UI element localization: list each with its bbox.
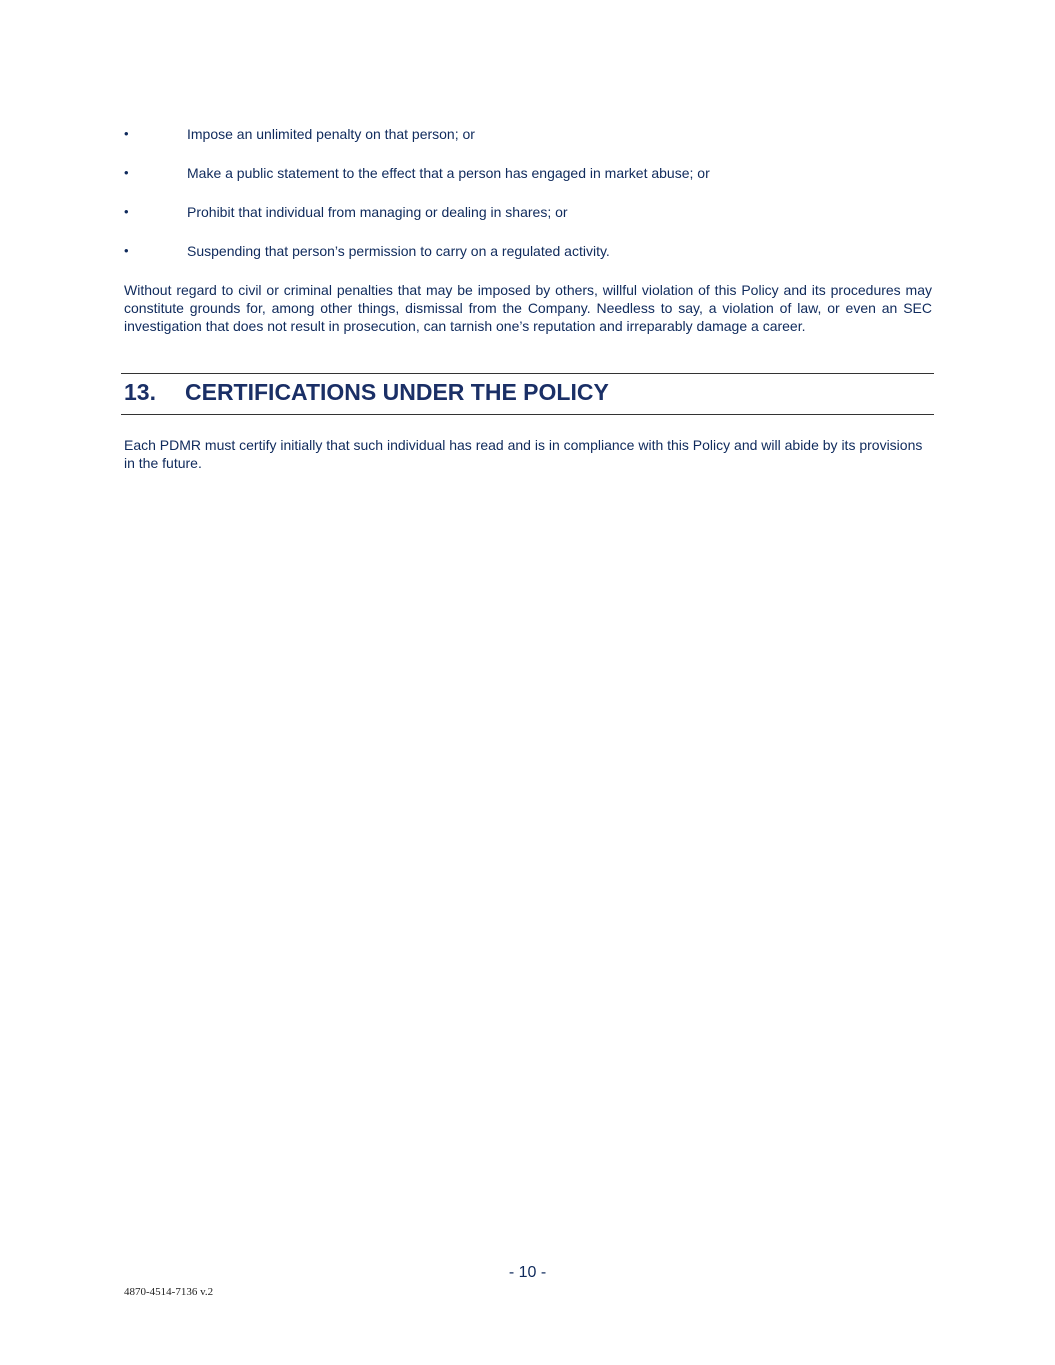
- violation-paragraph: Without regard to civil or criminal penalties that may be imposed by others, willful violation of this Policy and its procedures may constitute grounds for, among other things, dismissal from the Company. Needless to say, a violation of law, or even an SEC investigation that does not result in prosecution, can tarnish one’s reputation and irreparably damage a career.: [124, 282, 932, 334]
- bullet-text: Make a public statement to the effect that a person has engaged in market abuse; or: [187, 165, 710, 181]
- bullet-icon: •: [124, 204, 129, 219]
- bullet-text: Suspending that person’s permission to carry on a regulated activity.: [187, 243, 610, 259]
- section-title: CERTIFICATIONS UNDER THE POLICY: [185, 379, 609, 405]
- certification-paragraph: Each PDMR must certify initially that such individual has read and is in compliance with this Policy and will abide by its provisions in the future.: [124, 437, 923, 471]
- document-id: 4870-4514-7136 v.2: [124, 1286, 214, 1298]
- bullet-icon: •: [124, 165, 129, 180]
- bullet-text: Impose an unlimited penalty on that person; or: [187, 126, 475, 142]
- section-heading: [121, 373, 934, 415]
- list-item: [124, 203, 934, 242]
- penalty-bullet-list: [124, 125, 934, 281]
- section-number: 13.: [124, 379, 156, 405]
- list-item: [124, 242, 934, 281]
- list-item: [124, 164, 934, 203]
- page-number: - 10 -: [508, 1264, 547, 1281]
- list-item: [124, 125, 934, 164]
- bullet-icon: •: [124, 126, 129, 141]
- bullet-text: Prohibit that individual from managing or dealing in shares; or: [187, 204, 568, 220]
- bullet-icon: •: [124, 243, 129, 258]
